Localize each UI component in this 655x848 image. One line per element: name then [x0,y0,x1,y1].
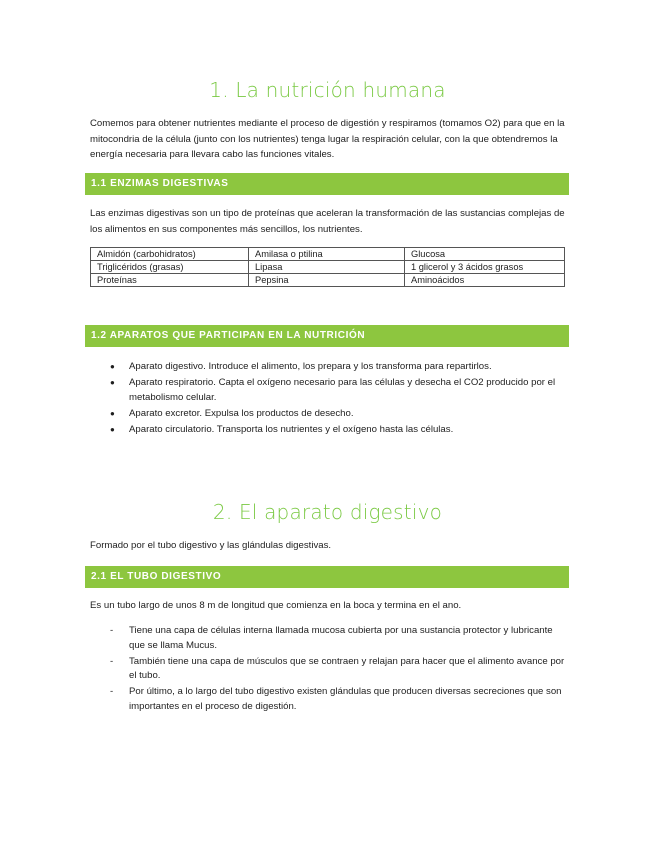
table-row [91,248,565,261]
table-cell: 1 glicerol y 3 ácidos grasos [405,261,565,274]
list-item: ● Aparato digestivo. Introduce el alimento, los prepara y los transforma para repartirlos. [110,360,570,375]
list-item: - Por último, a lo largo del tubo digestivo existen glándulas que producen diversas secreciones que son importantes en el proceso de digestión. [110,686,562,712]
subsection-2-1-text: Es un tubo largo de unos 8 m de longitud que comienza en la boca y termina en el ano. [90,600,462,611]
section-1-title: 1. La nutrición humana [209,78,446,102]
list-item: - Tiene una capa de células interna llamada mucosa cubierta por una sustancia protector y lubricante que se llama Mucus. [110,625,553,651]
list-item: ● Aparato excretor. Expulsa los productos de desecho. [110,407,570,422]
bullet-icon: ● [110,362,115,371]
bullet-icon: ● [110,424,115,434]
table-cell: Pepsina [249,274,405,287]
bullet-icon: ● [110,378,115,387]
dash-icon: - [110,655,114,667]
table-cell: Aminoácidos [405,274,565,287]
table-row [91,274,565,287]
section-1-intro: Comemos para obtener nutrientes mediante el proceso de digestión y respiramos (tomamos O2) para que en la mitocondria de la célula (junto con los nutrientes) tenga lugar la respiración celular, con la que obtendremos la energía necesaria para llevara cabo las funciones vitales. [90,118,565,160]
subsection-2-1-heading: 2.1 EL TUBO DIGESTIVO [85,566,569,588]
dash-icon: - [110,625,114,636]
table-cell: Lipasa [249,261,405,274]
dash-icon: - [110,686,114,697]
table-cell: Triglicéridos (grasas) [91,261,249,274]
digestive-tube-list [110,624,570,716]
bullet-icon: ● [110,408,115,418]
section-2-title: 2. El aparato digestivo [212,500,443,524]
table-cell: Amilasa o ptilina [249,248,405,261]
list-item: ● Aparato circulatorio. Transporta los nutrientes y el oxígeno hasta las células. [110,423,570,438]
subsection-1-1-heading: 1.1 ENZIMAS DIGESTIVAS [85,173,569,195]
enzymes-table [90,247,565,287]
table-cell: Almidón (carbohidratos) [91,248,249,261]
list-item: - También tiene una capa de músculos que se contraen y relajan para hacer que el alimento avance por el tubo. [110,655,565,681]
section-2-intro: Formado por el tubo digestivo y las glándulas digestivas. [90,540,332,551]
table-row [91,261,565,274]
nutrition-systems-list [110,360,570,439]
table-cell: Glucosa [405,248,565,261]
table-cell: Proteínas [91,274,249,287]
subsection-1-2-heading: 1.2 APARATOS QUE PARTICIPAN EN LA NUTRICIÓN [85,325,569,347]
list-item: ● Aparato respiratorio. Capta el oxígeno necesario para las células y desecha el CO2 producido por el metabolismo celular. [110,377,556,403]
subsection-1-1-text: Las enzimas digestivas son un tipo de proteínas que aceleran la transformación de las sustancias complejas de los alimentos en sus componentes más sencillos, los nutrientes. [90,208,565,235]
